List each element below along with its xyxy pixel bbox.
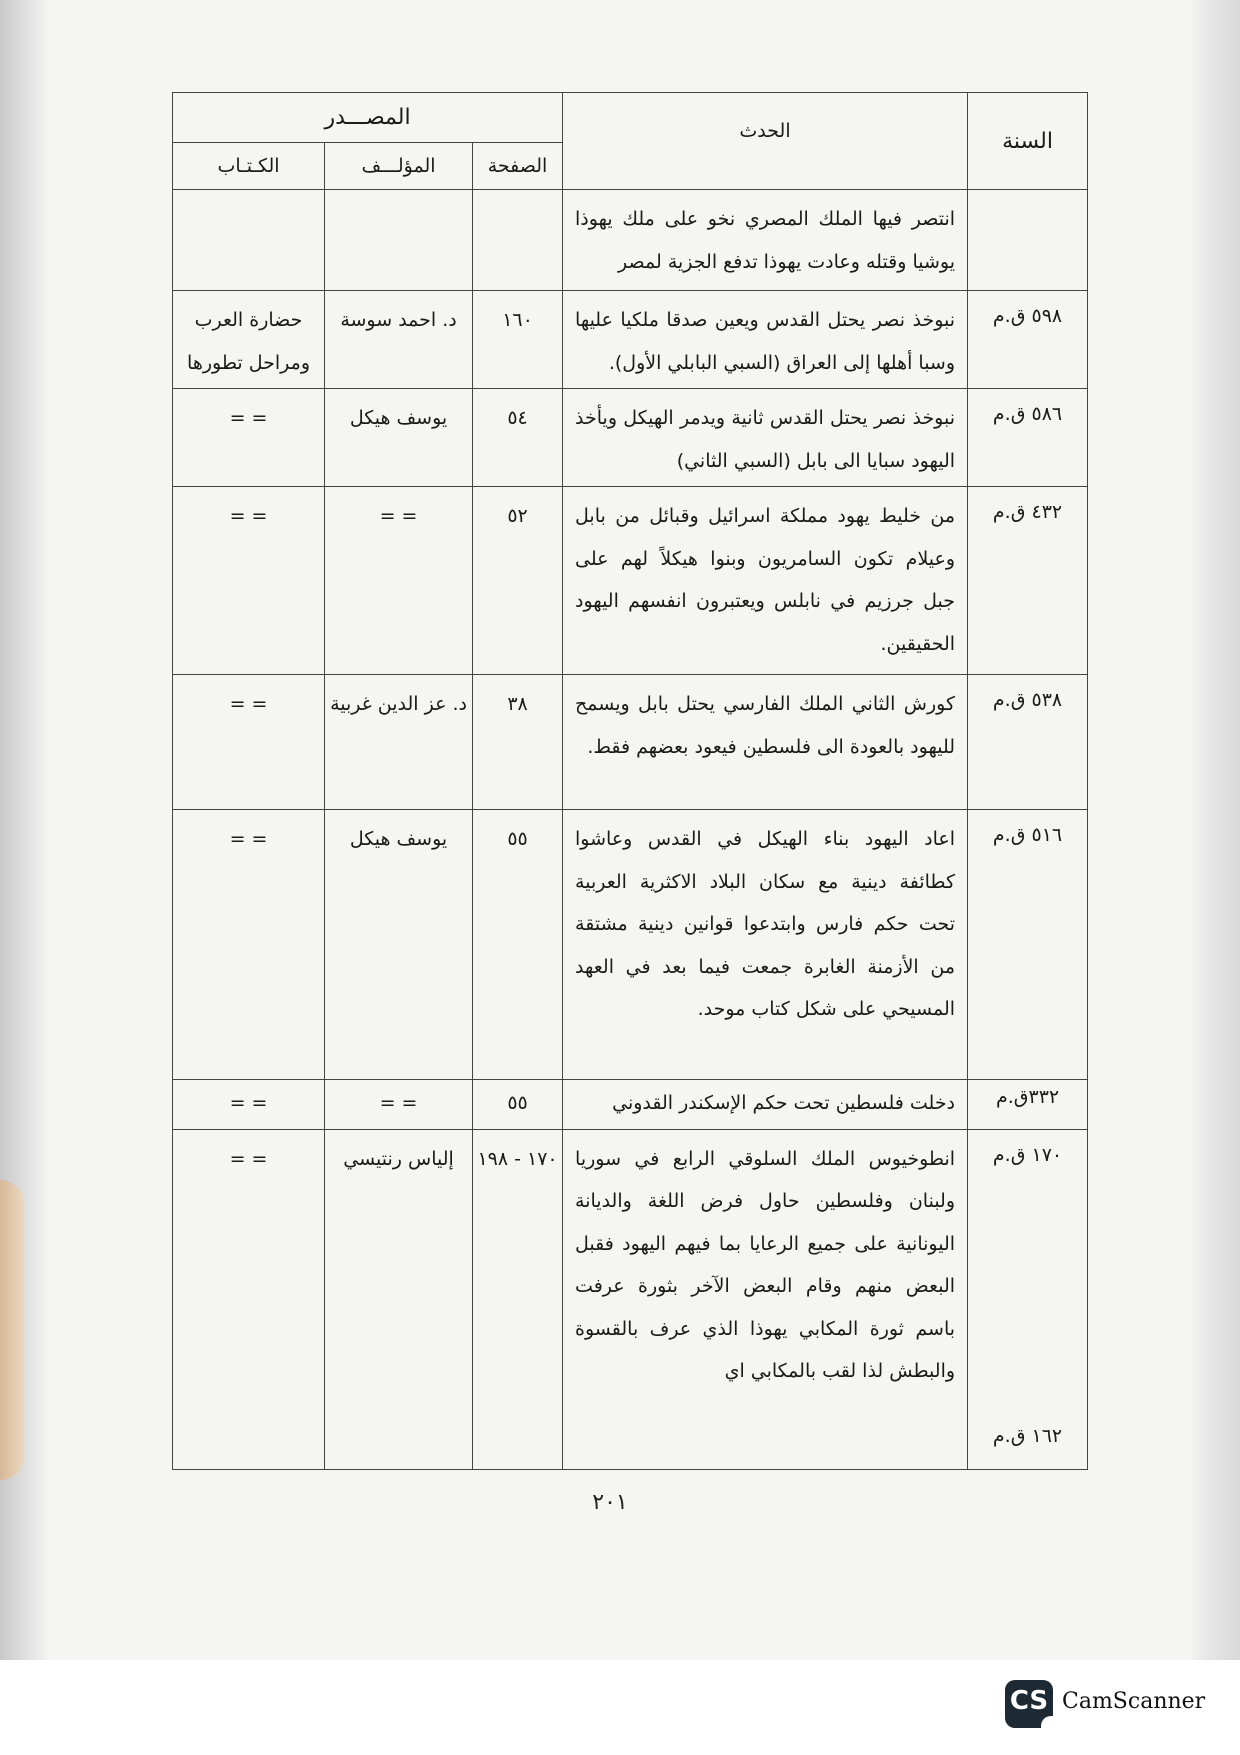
event-cell: من خليط يهود مملكة اسرائيل وقبائل من بابل وعيلام تكون السامريون وبنوا هيكلاً لهم على جبل جرزيم في نابلس ويعتبرون انفسهم اليهود الحقيقين. — [563, 487, 968, 675]
header-source: المصـــدر — [173, 93, 563, 143]
book-cell: = = — [173, 810, 325, 1080]
book-cell: = = — [173, 675, 325, 810]
event-cell: نبوخذ نصر يحتل القدس ويعين صدقا ملكيا عليها وسبا أهلها إلى العراق (السبي البابلي الأول). — [563, 291, 968, 389]
table-row — [173, 389, 1088, 487]
timeline-table — [172, 92, 1088, 1470]
camscanner-logo-icon: CS — [1005, 1680, 1053, 1728]
year-cell: ٤٣٢ ق.م — [968, 487, 1088, 675]
author-cell: يوسف هيكل — [325, 389, 473, 487]
table-row — [173, 190, 1088, 291]
book-cell: = = — [173, 1129, 325, 1469]
camscanner-name: CamScanner — [1062, 1689, 1206, 1714]
header-event: الحدث — [563, 93, 968, 190]
book-cell: = = — [173, 389, 325, 487]
table-row — [173, 1080, 1088, 1130]
page-cell: ٥٢ — [473, 487, 563, 675]
event-cell: انتصر فيها الملك المصري نخو على ملك يهوذا يوشيا وقتله وعادت يهوذا تدفع الجزية لمصر — [563, 190, 968, 291]
year-cell — [968, 190, 1088, 291]
event-cell: اعاد اليهود بناء الهيكل في القدس وعاشوا كطائفة دينية مع سكان البلاد الاكثرية العربية تحت حكم فارس وابتدعوا قوانين دينية مشتقة من الأزمنة الغابرة جمعت فيما بعد في العهد المسيحي على شكل كتاب موحد. — [563, 810, 968, 1080]
author-cell: إلياس رنتيسي — [325, 1129, 473, 1469]
page-cell — [473, 190, 563, 291]
event-cell: انطوخيوس الملك السلوقي الرابع في سوريا ولبنان وفلسطين حاول فرض اللغة والديانة اليونانية على جميع الرعايا بما فيهم اليهود فقبل البعض منهم وقام البعض الآخر بثورة عرفت باسم ثورة المكابي يهوذا الذي عرف بالقسوة والبطش لذا لقب بالمكابي اي — [563, 1129, 968, 1469]
header-book: الكـتـاب — [173, 142, 325, 190]
table-row — [173, 1129, 1088, 1469]
author-cell: = = — [325, 1080, 473, 1130]
header-page: الصفحة — [473, 142, 563, 190]
page-cell: ١٧٠ - ١٩٨ — [473, 1129, 563, 1469]
page-cell: ١٦٠ — [473, 291, 563, 389]
thumb-shadow — [0, 1180, 24, 1480]
page-cell: ٥٥ — [473, 1080, 563, 1130]
author-cell — [325, 190, 473, 291]
page-cell: ٥٤ — [473, 389, 563, 487]
table-row — [173, 810, 1088, 1080]
camscanner-watermark — [1005, 1680, 1225, 1730]
year-cell: ٥٩٨ ق.م — [968, 291, 1088, 389]
year-cell: ٥١٦ ق.م — [968, 810, 1088, 1080]
author-cell: د. عز الدين غربية — [325, 675, 473, 810]
page-number: ٢٠١ — [592, 1490, 628, 1515]
table-row — [173, 291, 1088, 389]
book-cell: = = — [173, 1080, 325, 1130]
header-author: المؤلـــف — [325, 142, 473, 190]
year-end: ١٦٢ ق.م — [992, 1424, 1063, 1447]
year-cell: ٥٣٨ ق.م — [968, 675, 1088, 810]
author-cell: د. احمد سوسة — [325, 291, 473, 389]
book-cell: = = — [173, 487, 325, 675]
event-cell: دخلت فلسطين تحت حكم الإسكندر القدوني — [563, 1080, 968, 1130]
event-cell: نبوخذ نصر يحتل القدس ثانية ويدمر الهيكل ويأخذ اليهود سبايا الى بابل (السبي الثاني) — [563, 389, 968, 487]
page-cell: ٣٨ — [473, 675, 563, 810]
author-cell: = = — [325, 487, 473, 675]
year-cell — [968, 1129, 1088, 1469]
table-row — [173, 675, 1088, 810]
year-cell: ٥٨٦ ق.م — [968, 389, 1088, 487]
scan-right-shadow — [1190, 0, 1240, 1660]
table-row — [173, 487, 1088, 675]
book-cell: حضارة العرب ومراحل تطورها — [173, 291, 325, 389]
header-year: السنة — [968, 93, 1088, 190]
event-cell: كورش الثاني الملك الفارسي يحتل بابل ويسمح لليهود بالعودة الى فلسطين فيعود بعضهم فقط. — [563, 675, 968, 810]
year-cell: ٣٣٢ق.م — [968, 1080, 1088, 1130]
year-start: ١٧٠ ق.م — [992, 1143, 1063, 1166]
book-cell — [173, 190, 325, 291]
page-cell: ٥٥ — [473, 810, 563, 1080]
author-cell: يوسف هيكل — [325, 810, 473, 1080]
